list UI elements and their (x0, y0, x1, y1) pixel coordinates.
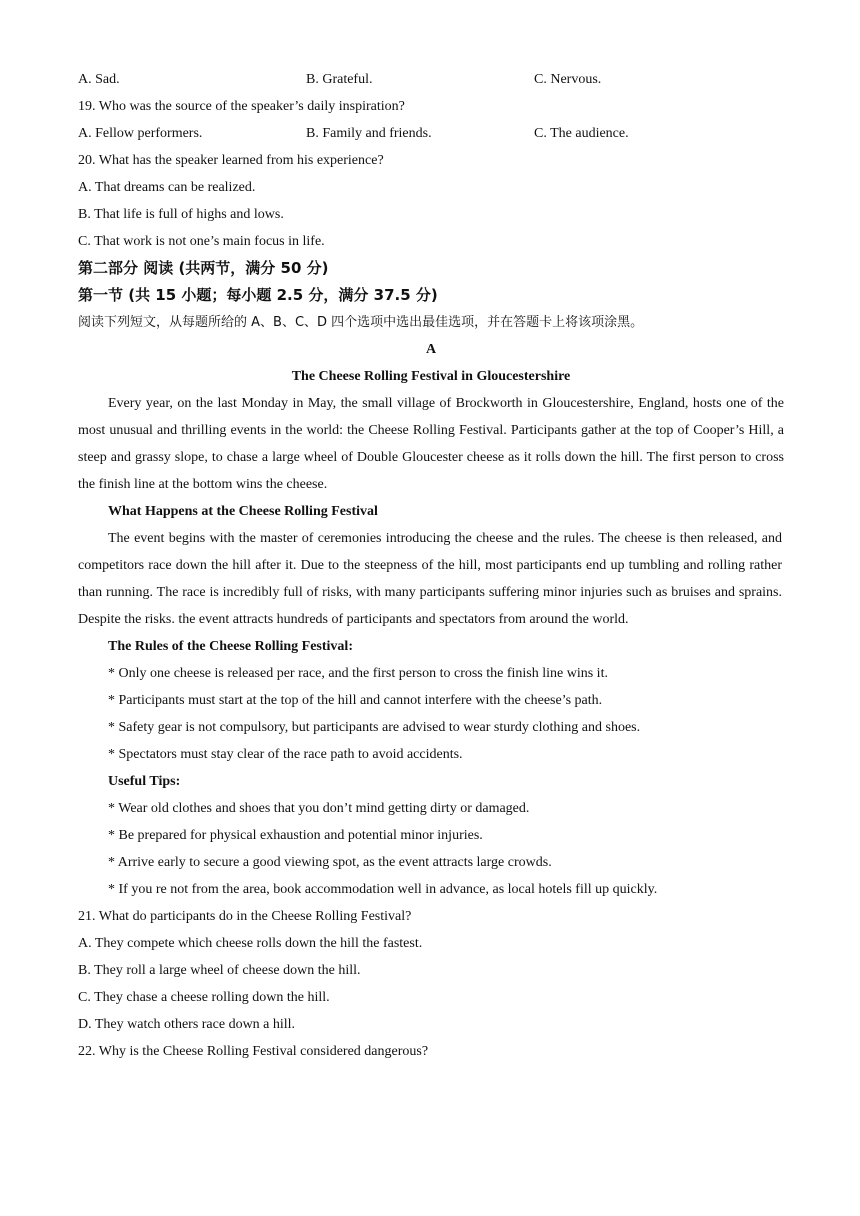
rule-item: * Spectators must stay clear of the race path to avoid accidents. (108, 747, 463, 762)
q21-option-b: B. They roll a large wheel of cheese down the hill. (78, 963, 361, 978)
what-heading: What Happens at the Cheese Rolling Festival (108, 504, 378, 519)
exam-page (78, 66, 784, 1065)
q21-option-a: A. They compete which cheese rolls down the hill the fastest. (78, 936, 423, 951)
tips-heading: Useful Tips: (108, 774, 181, 789)
rule-item: * Safety gear is not compulsory, but participants are advised to wear sturdy clothing and shoes. (108, 720, 641, 735)
q20-option-b: B. That life is full of highs and lows. (78, 207, 284, 222)
q21-option-d: D. They watch others race down a hill. (78, 1017, 296, 1032)
q19-option-b: B. Family and friends. (306, 126, 432, 141)
rule-item: * Only one cheese is released per race, and the first person to cross the finish line wins it. (108, 666, 608, 681)
intro-paragraph: Every year, on the last Monday in May, the small village of Brockworth in Gloucestershire, England, hosts one of the most unusual and thrilling events in the world: the Cheese Rolling Festival. Participants gather at the top of Cooper’s Hill, a steep and grassy slope, to chase a large wheel of Double Gloucester cheese as it rolls down the hill. The first person to cross the finish line at the bottom wins the cheese. (78, 396, 784, 492)
tip-item: * Wear old clothes and shoes that you don’t mind getting dirty or damaged. (108, 801, 530, 816)
rules-heading: The Rules of the Cheese Rolling Festival: (108, 639, 353, 654)
what-paragraph: The event begins with the master of ceremonies introducing the cheese and the rules. The cheese is then released, and competitors race down the hill after it. Due to the steepness of the hill, most participants end up tumbling and rolling rather than running. The race is incredibly full of risks, with many participants suffering minor injuries such as bruises and sprains. Despite the risks. the event attracts hundreds of participants and spectators from around the world. (78, 531, 782, 627)
q19-option-c: C. The audience. (534, 126, 629, 141)
part2-heading: 第二部分 阅读 (共两节，满分 50 分) (78, 259, 329, 277)
q20-question: 20. What has the speaker learned from his experience? (78, 153, 384, 168)
rule-item: * Participants must start at the top of the hill and cannot interfere with the cheese’s path. (108, 693, 603, 708)
q21-question: 21. What do participants do in the Cheese Rolling Festival? (78, 909, 412, 924)
q19-question: 19. Who was the source of the speaker’s daily inspiration? (78, 99, 405, 114)
q21-option-c: C. They chase a cheese rolling down the hill. (78, 990, 330, 1005)
q22-question: 22. Why is the Cheese Rolling Festival considered dangerous? (78, 1044, 429, 1059)
q19-option-a: A. Fellow performers. (78, 126, 203, 141)
q20-option-a: A. That dreams can be realized. (78, 180, 256, 195)
q19-options (78, 120, 784, 147)
q18-option-b: B. Grateful. (306, 72, 373, 87)
tip-item: * If you re not from the area, book accommodation well in advance, as local hotels fill up quickly. (108, 882, 658, 897)
q18-option-a: A. Sad. (78, 72, 120, 87)
tip-item: * Be prepared for physical exhaustion and potential minor injuries. (108, 828, 483, 843)
instructions: 阅读下列短文，从每题所给的 A、B、C、D 四个选项中选出最佳选项，并在答题卡上将该项涂黑。 (78, 315, 644, 330)
section1-heading: 第一节 (共 15 小题；每小题 2.5 分，满分 37.5 分) (78, 286, 438, 304)
passage-label: A (425, 342, 437, 357)
q18-option-c: C. Nervous. (534, 72, 602, 87)
q18-options (78, 66, 784, 93)
q20-option-c: C. That work is not one’s main focus in life. (78, 234, 325, 249)
tip-item: * Arrive early to secure a good viewing spot, as the event attracts large crowds. (108, 855, 552, 870)
passage-title: The Cheese Rolling Festival in Gloucestershire (291, 369, 571, 384)
